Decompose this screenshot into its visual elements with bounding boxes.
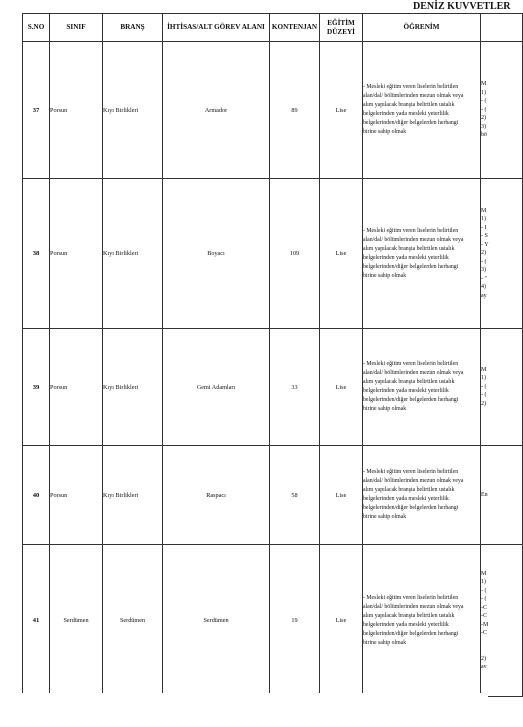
- row-ihtisas: Serdümen: [163, 545, 270, 697]
- row-brans: Serdümen: [103, 545, 163, 697]
- row-extra: [481, 446, 523, 545]
- row-ihtisas: Raspacı: [163, 446, 270, 545]
- row-extra-text: M 1) - ( - ( 2): [481, 366, 487, 407]
- row-egitim-duzeyi: Lise: [320, 179, 363, 329]
- row-ogrenim-text: - Mesleki eğitim veren liselerin belirtilen alan/dal/ bölümlerinden mezun olmak veya alım yapılacak branşta belirtilen ustalık belgelerinden yada mesleki yeterlilik belgelerinden/diğer belgelerden herhangi birine sahip olmak: [363, 594, 464, 646]
- table-row: [23, 329, 523, 446]
- row-ogrenim: [363, 446, 481, 545]
- row-sinif: Porsun: [50, 42, 103, 179]
- row-kontenjan: 33: [270, 329, 320, 446]
- row-sno: 39: [23, 329, 50, 446]
- row-ogrenim: [363, 545, 481, 697]
- row-ihtisas: Boyacı: [163, 179, 270, 329]
- row-sno: 37: [23, 42, 50, 179]
- row-ogrenim-text: - Mesleki eğitim veren liselerin belirtilen alan/dal/ bölümlerinden mezun olmak veya alım yapılacak branşta belirtilen ustalık belgelerinden yada mesleki yeterlilik belgelerinden/diğer belgelerden herhangi birine sahip olmak: [363, 361, 464, 412]
- kontenjan-table: [22, 13, 523, 697]
- row-extra-text: M 1) - ( - ( -C -C -M -C 2) av: [481, 570, 489, 670]
- row-egitim-duzeyi: Lise: [320, 545, 363, 697]
- row-extra-text: M 1) - I - S - Y 2) - ( 3) - " 4) ay: [481, 207, 489, 299]
- row-ihtisas: Gemi Adamları: [163, 329, 270, 446]
- row-ogrenim-text: - Mesleki eğitim veren liselerin belirtilen alan/dal/ bölümlerinden mezun olmak veya alım yapılacak branşta belirtilen ustalık belgelerinden yada mesleki yeterlilik belgelerinden/diğer belgelerden herhangi birine sahip olmak: [363, 84, 464, 135]
- row-extra: [481, 545, 523, 697]
- table-row: [23, 179, 523, 329]
- row-ogrenim: [363, 42, 481, 179]
- col-header-sinif: SINIF: [50, 14, 103, 42]
- table-row: [23, 545, 523, 697]
- row-sinif: Serdümen: [50, 545, 103, 697]
- row-sno: 40: [23, 446, 50, 545]
- row-egitim-duzeyi: Lise: [320, 42, 363, 179]
- row-egitim-duzeyi: Lise: [320, 446, 363, 545]
- table-row: [23, 446, 523, 545]
- row-ogrenim-text: - Mesleki eğitim veren liselerin belirtilen alan/dal/ bölümlerinden mezun olmak veya alım yapılacak branşta belirtilen ustalık belgelerinden yada mesleki yeterlilik belgelerinden/diğer belgelerden herhangi birine sahip olmak: [363, 227, 464, 279]
- col-header-ogrenim: ÖĞRENİM: [363, 14, 481, 42]
- row-sinif: Porsun: [50, 446, 103, 545]
- row-ogrenim: [363, 329, 481, 446]
- row-kontenjan: 109: [270, 179, 320, 329]
- row-kontenjan: 89: [270, 42, 320, 179]
- row-egitim-duzeyi: Lise: [320, 329, 363, 446]
- row-sinif: Porsun: [50, 179, 103, 329]
- page-blank-footer: [0, 693, 488, 727]
- row-brans: Kıyı Birlikleri: [103, 446, 163, 545]
- row-extra-text: M 1) - ( - ( 2) 3) bö: [481, 81, 487, 139]
- row-extra-text: En: [481, 491, 488, 498]
- row-kontenjan: 19: [270, 545, 320, 697]
- row-ihtisas: Armador: [163, 42, 270, 179]
- header-title: DENİZ KUVVETLER: [413, 1, 511, 12]
- row-extra: [481, 329, 523, 446]
- row-brans: Kıyı Birlikleri: [103, 329, 163, 446]
- row-ogrenim-text: - Mesleki eğitim veren liselerin belirtilen alan/dal/ bölümlerinden mezun olmak veya alım yapılacak branşta belirtilen ustalık belgelerinden yada mesleki yeterlilik belgelerinden/diğer belgelerden herhangi birine sahip olmak: [363, 469, 464, 520]
- col-header-sno: S.NO: [23, 14, 50, 42]
- row-sno: 38: [23, 179, 50, 329]
- row-kontenjan: 58: [270, 446, 320, 545]
- page-header: [0, 0, 511, 13]
- row-extra: [481, 42, 523, 179]
- row-sinif: Porsun: [50, 329, 103, 446]
- row-brans: Kıyı Birlikleri: [103, 179, 163, 329]
- col-header-ihtisas: İHTİSAS/ALT GÖREV ALANI: [163, 14, 270, 42]
- col-header-extra: [481, 14, 523, 42]
- row-ogrenim: [363, 179, 481, 329]
- row-extra: [481, 179, 523, 329]
- col-header-egitim-duzeyi: EĞİTİM DÜZEYİ: [320, 14, 363, 42]
- row-brans: Kıyı Birlikleri: [103, 42, 163, 179]
- col-header-brans: BRANŞ: [103, 14, 163, 42]
- table-header-row: [23, 14, 523, 42]
- col-header-kontenjan: KONTENJAN: [270, 14, 320, 42]
- row-sno: 41: [23, 545, 50, 697]
- table-row: [23, 42, 523, 179]
